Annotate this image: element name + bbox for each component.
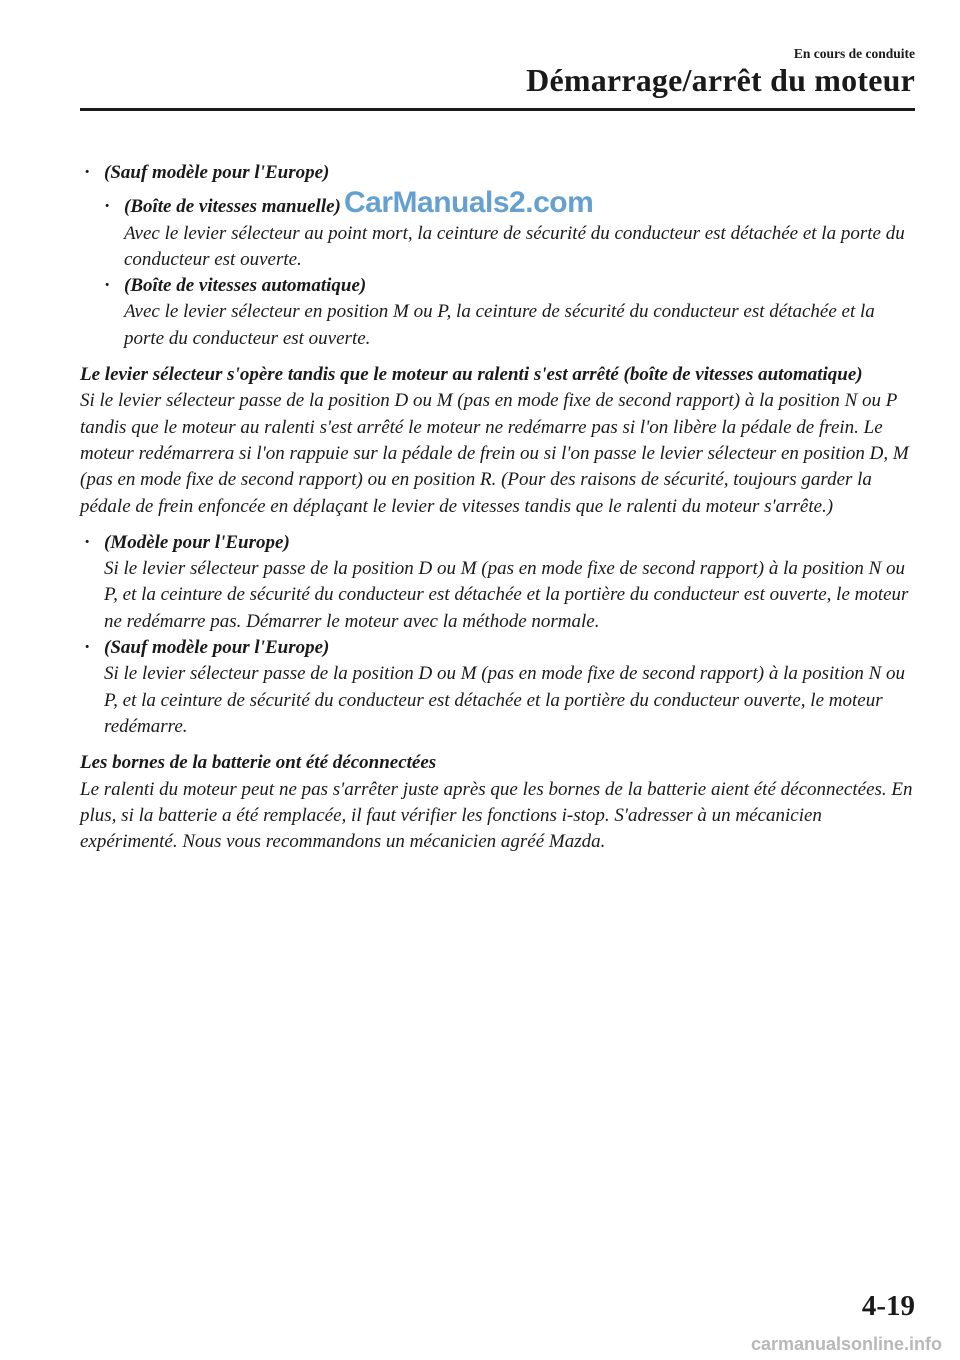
bullet-text: Si le levier sélecteur passe de la position D ou M (pas en mode fixe de second rapport) à la position N ou P, et la ceinture de sécurité du conducteur est détachée et la portière du conducteur ouverte, le moteur redémarre. — [104, 663, 906, 737]
header-rule — [80, 108, 915, 111]
bullet-heading: (Modèle pour l'Europe) — [104, 531, 290, 553]
bullet-dot: · — [104, 275, 111, 297]
sub-bullet-automatic — [80, 273, 915, 352]
sub-bullet-text: Avec le levier sélecteur en position M ou P, la ceinture de sécurité du conducteur est détachée et la porte du conducteur est ouverte. — [124, 301, 875, 349]
section-heading: Les bornes de la batterie ont été déconnectées — [80, 752, 437, 774]
bullet-sauf-europe — [80, 160, 915, 186]
page-number: 4-19 — [861, 1290, 915, 1322]
bullet-dot: · — [84, 637, 91, 659]
bullet-europe — [80, 530, 915, 635]
bullet-dot: · — [84, 162, 91, 183]
section-heading: Le levier sélecteur s'opère tandis que le moteur au ralenti s'est arrêté (boîte de vitesses automatique) — [80, 364, 863, 386]
bullet-heading: (Sauf modèle pour l'Europe) — [104, 637, 330, 659]
bullet-dot: · — [84, 531, 91, 553]
page-content — [80, 160, 915, 855]
header-section-label: En cours de conduite — [793, 46, 915, 61]
page-title: Démarrage/arrêt du moteur — [526, 62, 915, 98]
watermark-logo: CarManuals2.com — [344, 186, 594, 219]
sub-bullet-heading: (Boîte de vitesses manuelle) — [124, 196, 341, 218]
section-text: Le ralenti du moteur peut ne pas s'arrêter juste après que les bornes de la batterie aient été déconnectées. En plus, si la batterie a été remplacée, il faut vérifier les fonctions i-stop. S'adresser à un mécanicien expérimenté. Nous vous recommandons un mécanicien agréé Mazda. — [80, 778, 913, 853]
bullet-heading: (Sauf modèle pour l'Europe) — [104, 162, 330, 183]
section-text: Si le levier sélecteur passe de la position D ou M (pas en mode fixe de second rapport) à la position N ou P tandis que le moteur au ralenti s'est arrêté le moteur ne redémarre pas si l'on libère la pédale de frein. Le moteur redémarrera si l'on rappuie sur la pédale de frein ou si l'on passe le levier sélecteur en position D, M (pas en mode fixe de second rapport) ou en position R. (Pour des raisons de sécurité, toujours garder la pédale de frein enfoncée en déplaçant le levier de vitesses tandis que le ralenti du moteur s'arrête.) — [80, 390, 909, 517]
footer-watermark: carmanualsonline.info — [750, 1334, 942, 1354]
bullet-dot: · — [104, 196, 111, 218]
bullet-text: Si le levier sélecteur passe de la position D ou M (pas en mode fixe de second rapport) à la position N ou P, et la ceinture de sécurité du conducteur est détachée et la portière du conducteur est ouverte, le moteur ne redémarre pas. Démarrer le moteur avec la méthode normale. — [104, 558, 909, 632]
bullet-sauf-europe-2 — [80, 635, 915, 740]
sub-bullet-text: Avec le levier sélecteur au point mort, la ceinture de sécurité du conducteur est détachée et la porte du conducteur est ouverte. — [124, 222, 905, 270]
sub-bullet-heading: (Boîte de vitesses automatique) — [124, 275, 367, 297]
